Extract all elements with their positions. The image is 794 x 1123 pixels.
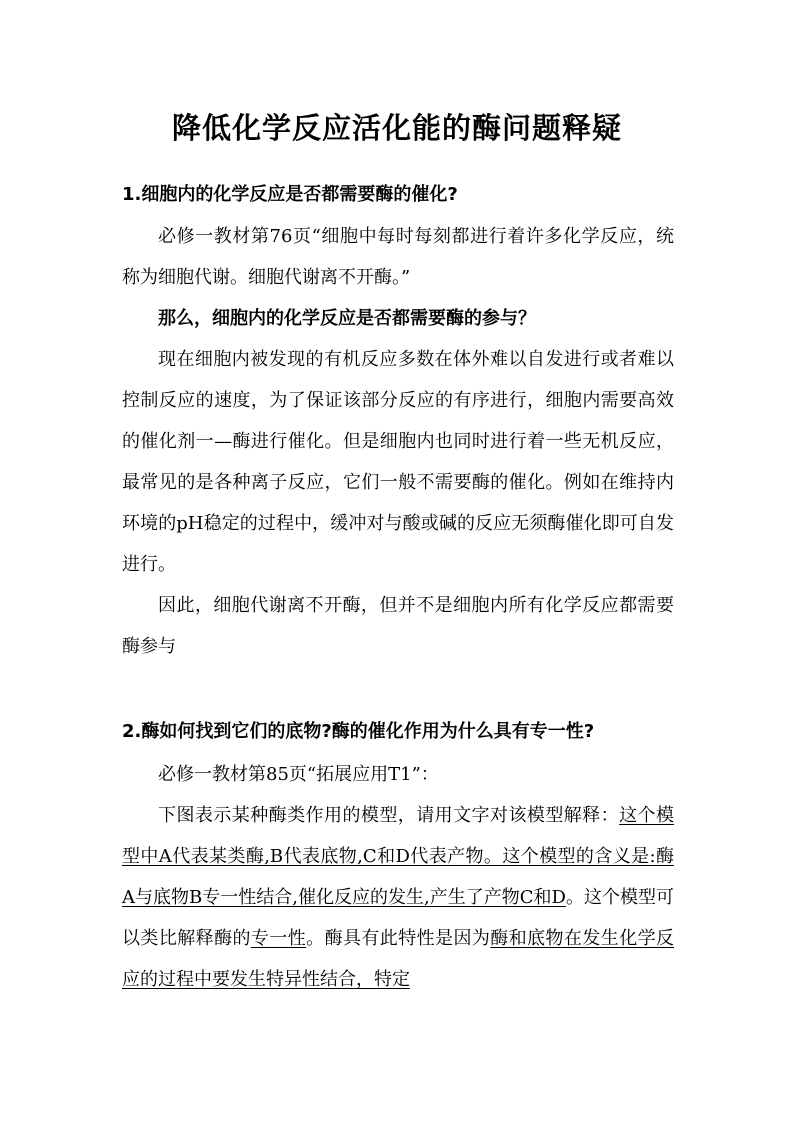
question-1-paragraph-4: 因此，细胞代谢离不开酶，但并不是细胞内所有化学反应都需要酶参与 [122, 595, 674, 657]
question-2-text-a: 下图表示某种酶类作用的模型，请用文字对该模型解释： [158, 805, 620, 826]
question-1-heading: 1.细胞内的化学反应是否都需要酶的催化? [122, 184, 458, 205]
question-2-heading: 2.酶如何找到它们的底物?酶的催化作用为什么具有专一性? [122, 721, 595, 742]
question-2-paragraph-1: 必修一教材第85页“拓展应用T1”： [158, 764, 439, 785]
question-1-paragraph-3: 现在细胞内被发现的有机反应多数在体外难以自发进行或者难以控制反应的速度，为了保证该部分反应的有序进行，细胞内需要高效的催化剂一—酶进行催化。但是细胞内也同时进行着一些无机反应，最常见的是各种离子反应，它们一般不需要酶的催化。例如在维持内环境的pH稳定的过程中，缓冲对与酸或碱的反应无须酶催化即可自发进行。 [122, 349, 674, 575]
question-1-paragraph-1: 必修一教材第76页“细胞中每时每刻都进行着许多化学反应，统称为细胞代谢。细胞代谢离不开酶。” [122, 226, 674, 288]
question-2-text-c: 。酶具有此特性是因为 [306, 928, 491, 949]
question-2-underlined-answer-3: 酶和底物在发生化学反应的过程中要发生特异性结合，特定 [122, 928, 675, 990]
question-2-paragraph-2 [122, 795, 674, 1000]
question-1-paragraph-2: 那么，细胞内的化学反应是否都需要酶的参与？ [158, 308, 536, 329]
question-2-text-b: 。这个模型可以类比解释酶的 [122, 887, 675, 949]
question-2-underlined-answer-2: 专一性 [250, 928, 307, 949]
question-2-underlined-answer-1: 这个模型中A代表某类酶,B代表底物,C和D代表产物。这个模型的含义是:酶A与底物B专一性结合,催化反应的发生,产生了产物C和D [122, 805, 674, 908]
page-title: 降低化学反应活化能的酶问题释疑 [171, 111, 622, 145]
